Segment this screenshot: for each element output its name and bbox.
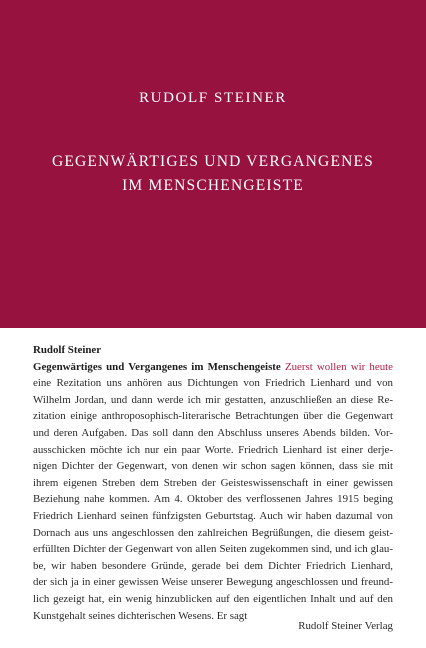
excerpt-line: nigen Dichter der Gegenwart, von denen wir schon sagen können, dass sie mit [33,460,393,473]
excerpt-title: Gegenwärtiges und Vergangenes im Menschengeiste [33,360,281,373]
cover-excerpt-area [0,328,426,648]
excerpt-text [33,342,393,624]
excerpt-line: und deren Aufgaben. Das soll dann den Abschluss unseres Abends bilden. Vor- [33,426,393,439]
excerpt-line: ihrem eigenen Streben dem Streben der Geisteswissenschaft in einer gewissen [33,476,393,489]
excerpt-line: Beziehung nahe kommen. Am 4. Oktober des verflossenen Jahres 1915 beging [33,493,393,506]
cover-title-line: IM MENSCHENGEISTE [122,177,304,194]
cover-title-line: GEGENWÄRTIGES UND VERGANGENES [51,153,375,170]
publisher-name: Rudolf Steiner Verlag [298,620,393,632]
excerpt-line: der sich ja in einer gewissen Weise unserer Bewegung angeschlossen und freund- [33,576,393,589]
excerpt-line: Wilhelm Jordan, und dann werde ich mir gestatten, anzuschließen an diese Re- [33,393,393,406]
excerpt-line: ausschicken möchte ich nur ein paar Worte. Friedrich Lienhard ist einer derje- [33,443,393,456]
excerpt-line: erfüllten Dichter der Gegenwart von allen Seiten zugekommen sind, und ich glau- [33,543,393,556]
excerpt-line: lich gezeigt hat, ein wenig hinzublicken auf den eigentlichen Inhalt und auf den [33,592,393,605]
cover-title [0,150,426,198]
excerpt-line: Dornach aus uns angeschlossen den zahlreichen Begrüßungen, die diesem geist- [33,526,393,539]
excerpt-line: zitation einige anthroposophisch-literarische Betrachtungen über die Gegenwart [33,410,393,423]
excerpt-title-line [33,359,393,376]
excerpt-line: Kunstgehalt seines dichterischen Wesens. Er sagt [33,609,248,622]
excerpt-line: eine Rezitation uns anhören aus Dichtungen von Friedrich Lienhard und von [33,377,393,390]
excerpt-author: Rudolf Steiner [33,344,102,356]
excerpt-line: be, wir haben besondere Gründe, gerade bei dem Dichter Friedrich Lienhard, [33,559,393,572]
cover-author: RUDOLF STEINER [139,90,287,106]
excerpt-lead: Zuerst wollen wir heute [284,360,393,373]
excerpt-line: Friedrich Lienhard seinen fünfzigsten Geburtstag. Auch wir haben dazumal von [33,509,393,522]
